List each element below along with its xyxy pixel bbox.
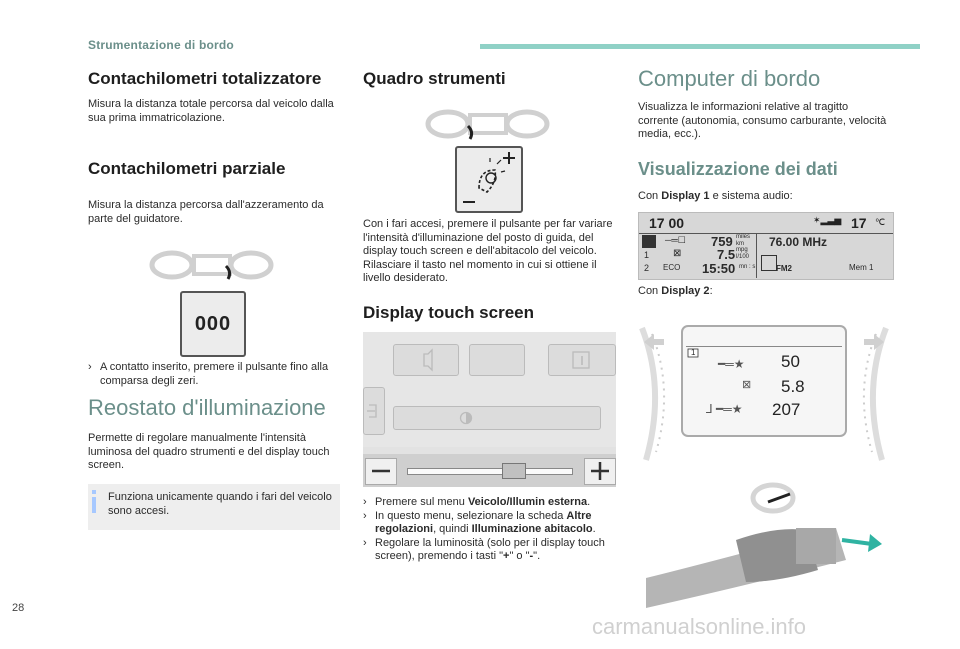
fuel-icon: ⊠ [742,379,752,391]
radio-icon [761,255,777,271]
touch-side-tab[interactable] [363,387,385,435]
speaker-icon [394,345,458,375]
car-icon: ━═★ [718,357,745,371]
thermometer-icon: ℃ [875,217,886,227]
info-icon-dot [92,490,96,494]
text-computer: Visualizza le informazioni relative al tragitto corrente (autonomia, consumo carburante, velocità media, ecc.). [638,101,887,140]
time-value: 15:50 [702,261,736,276]
enter-icon [364,388,384,434]
heading-totalizzatore: Contachilometri totalizzatore [88,69,322,88]
display1-screen: 17 00 ✶▂▃▅ 17 ℃ 1 2 ─═☐ 759 miles km ⊠ 7.5 mpg l/100 ECO 15:50 mn : s 76.00 MHz FM2 Mem 1 [638,212,894,280]
text-quadro: Con i fari accesi, premere il pulsante per far variare l'intensità d'illuminazione del posto di guida, del display touch screen e dell'abitacolo del veicolo. Rilasciare il tasto nel momento in cui si ottiene il livello desiderato. [363,218,613,284]
car-tab-icon [642,235,656,248]
plus-icon [585,459,615,484]
step-item: › Premere sul menu Veicolo/Illumin esterna. [363,496,617,510]
minus-icon [366,459,396,484]
steps-touch [363,496,617,564]
watermark: carmanualsonline.info [592,614,807,639]
page-number: 28 [12,602,25,614]
consumption-value: 7.5 [717,247,736,262]
display2-cluster-illustration [636,320,892,470]
minus-button[interactable] [365,458,397,485]
info-note-text: Funziona unicamente quando i fari del veicolo sono accesi. [108,491,332,517]
memory-label: Mem 1 [849,263,874,272]
touch-tile-info[interactable] [548,344,616,376]
touch-tile-sound[interactable] [393,344,459,376]
press-arrow-icon [868,534,882,552]
step-item: › In questo menu, selezionare la scheda Altre regolazioni, quindi Illuminazione abitacolo. [363,510,617,537]
touch-screen-illustration [363,332,616,487]
heading-computer: Computer di bordo [638,66,821,91]
button-label: 000 [194,313,232,335]
label-display1: Con Display 1 e sistema audio: [638,190,793,202]
text-totalizzatore: Misura la distanza totale percorsa dal veicolo dalla sua prima immatricolazione. [88,98,334,124]
instrument-cluster-illustration [148,248,276,284]
car-range-icon: ─═☐ [665,235,686,245]
radio-frequency: 76.00 MHz [769,235,828,249]
touch-brightness-bar[interactable] [393,406,601,430]
text-reostato: Permette di regolare manualmente l'intensità luminosa del quadro strumenti e del display touch screen. [88,432,330,471]
heading-quadro: Quadro strumenti [363,69,506,88]
fuel-icon: ⊠ [673,248,682,259]
clock: 17 00 [649,215,685,231]
touch-tile[interactable] [469,344,525,376]
trip-reset-button[interactable] [180,291,246,357]
step-item: › A contatto inserito, premere il pulsante fino alla comparsa degli zeri. [88,361,338,388]
display2-value-3: 207 [772,400,801,419]
heading-parziale: Contachilometri parziale [88,159,286,178]
lighting-stalk-illustration [646,478,886,608]
dashboard-light-icon [457,148,521,211]
header-accent-bar [480,44,920,49]
steps-parziale [88,361,338,388]
text-parziale: Misura la distanza percorsa dall'azzeramento da parte del guidatore. [88,199,324,225]
brightness-slider-handle[interactable] [502,463,526,479]
info-icon [92,497,96,513]
heading-visual: Visualizzazione dei dati [638,159,838,179]
plus-button[interactable] [584,458,616,485]
outside-temp: 17 [851,215,867,231]
step-item: › Regolare la luminosità (solo per il display touch screen), premendo i tasti "+" o "-". [363,537,617,564]
heading-reostato: Reostato d'illuminazione [88,395,326,420]
illumination-rheostat-button[interactable] [455,146,523,213]
car-distance-icon: ⅃ ━═★ [706,402,743,416]
signal-icon: ✶▂▃▅ [813,215,842,225]
label-display2: Con Display 2: [638,285,713,297]
display2-value-1: 50 [781,352,800,371]
eco-label: ECO [663,263,681,272]
range-value: 759 [711,234,733,249]
brightness-icon [394,407,600,429]
heading-touch: Display touch screen [363,303,535,322]
brightness-slider-track[interactable] [407,468,573,475]
info-page-icon [549,345,615,375]
section-header: Strumentazione di bordo [88,38,234,52]
display2-value-2: 5.8 [781,377,805,396]
instrument-cluster-illustration [424,108,552,144]
display2-tab: 1 [691,348,696,357]
